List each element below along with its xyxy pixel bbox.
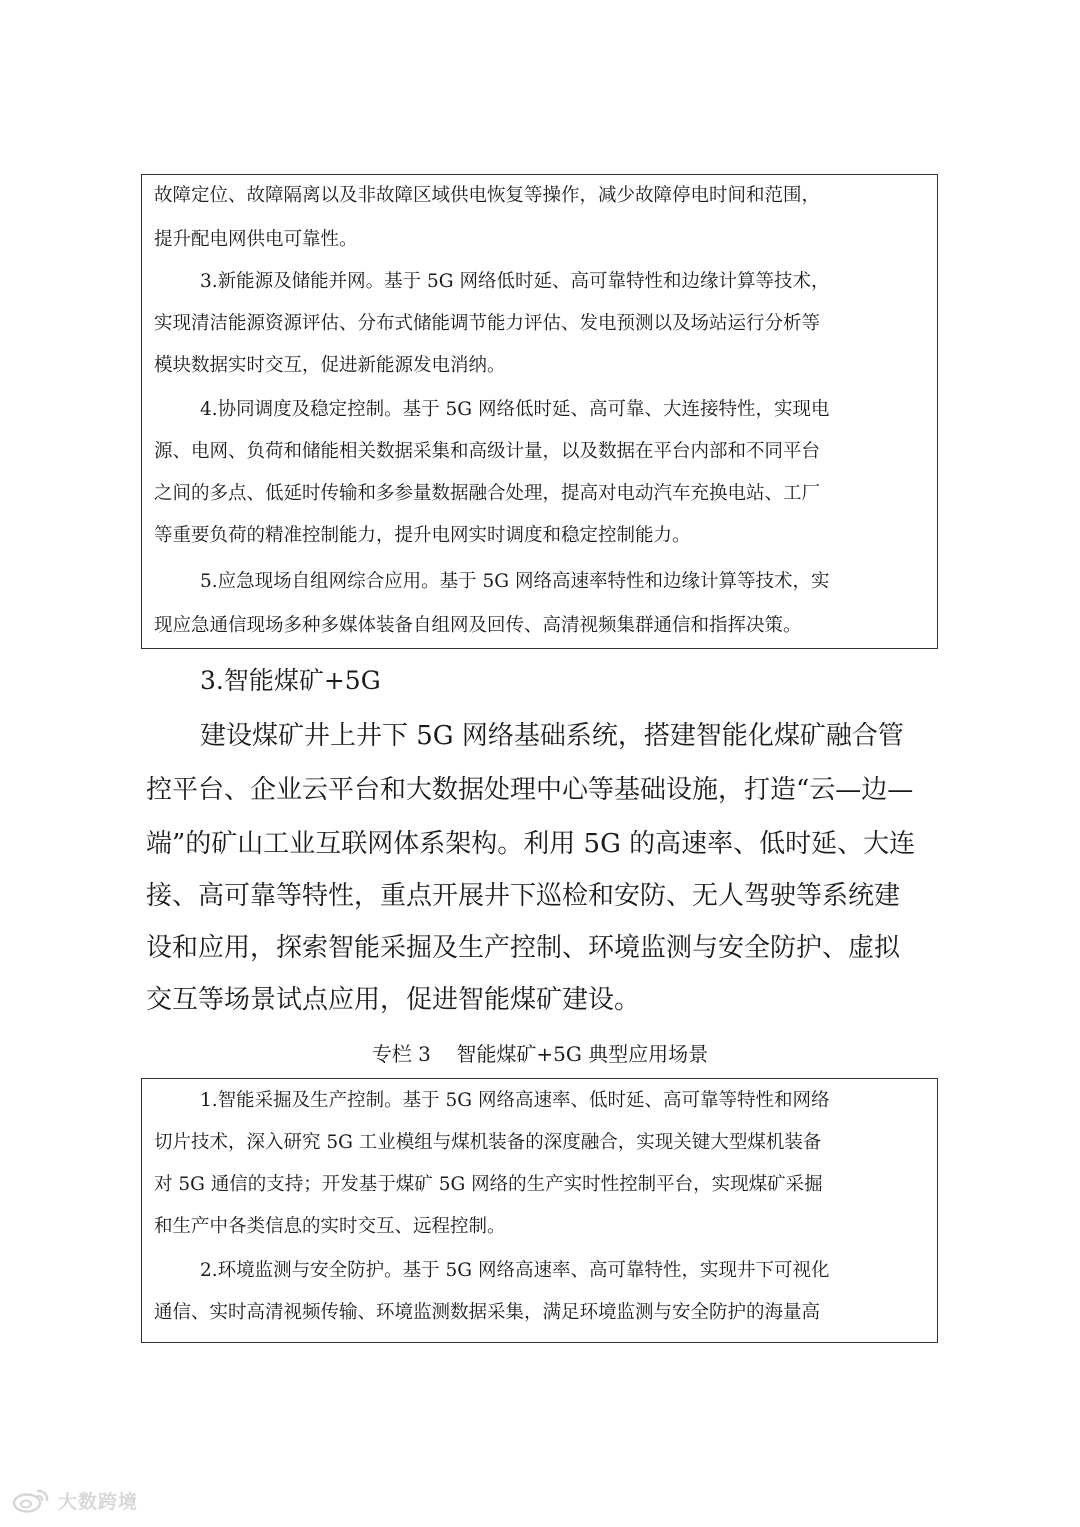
box-line: 实现清洁能源资源评估、分布式储能调节能力评估、发电预测以及场站运行分析等 — [154, 313, 821, 334]
box-line: 模块数据实时交互，促进新能源发电消纳。 — [154, 355, 506, 376]
box-line: 等重要负荷的精准控制能力，提升电网实时调度和稳定控制能力。 — [154, 525, 691, 546]
watermark — [12, 1484, 138, 1516]
box-line: 和生产中各类信息的实时交互、远程控制。 — [154, 1216, 506, 1237]
body-line: 端”的矿山工业互联网体系架构。利用 5G 的高速率、低时延、大连 — [146, 829, 916, 859]
body-line: 建设煤矿井上井下 5G 网络基础系统，搭建智能化煤矿融合管 — [200, 721, 904, 751]
box-line: 提升配电网供电可靠性。 — [154, 229, 358, 250]
body-line: 交互等场景试点应用，促进智能煤矿建设。 — [146, 985, 641, 1015]
watermark-text: 大数跨境 — [58, 1490, 139, 1513]
box-line: 1.智能采掘及生产控制。基于 5G 网络高速率、低时延、高可靠等特性和网络 — [200, 1090, 830, 1111]
body-line: 控平台、企业云平台和大数据处理中心等基础设施，打造“云—边— — [146, 775, 914, 805]
info-box-energy — [141, 174, 938, 649]
box-line: 5.应急现场自组网综合应用。基于 5G 网络高速率特性和边缘计算等技术，实 — [200, 571, 830, 592]
box-line: 切片技术，深入研究 5G 工业模组与煤机装备的深度融合，实现关键大型煤机装备 — [154, 1132, 822, 1153]
section-heading: 3.智能煤矿+5G — [200, 666, 381, 695]
box-line: 2.环境监测与安全防护。基于 5G 网络高速率、高可靠特性，实现井下可视化 — [200, 1260, 830, 1281]
box-line: 对 5G 通信的支持；开发基于煤矿 5G 网络的生产实时性控制平台，实现煤矿采掘 — [154, 1174, 823, 1195]
box-line: 现应急通信现场多种多媒体装备自组网及回传、高清视频集群通信和指挥决策。 — [154, 615, 802, 636]
box-line: 4.协同调度及稳定控制。基于 5G 网络低时延、高可靠、大连接特性，实现电 — [200, 399, 830, 420]
column-title: 专栏 3 智能煤矿+5G 典型应用场景 — [371, 1042, 709, 1066]
box-line: 通信、实时高清视频传输、环境监测数据采集，满足环境监测与安全防护的海量高 — [154, 1302, 821, 1323]
box-line: 故障定位、故障隔离以及非故障区域供电恢复等操作，减少故障停电时间和范围， — [154, 185, 821, 206]
body-line: 接、高可靠等特性，重点开展井下巡检和安防、无人驾驶等系统建 — [146, 881, 901, 911]
info-box-coal-mine — [141, 1078, 938, 1343]
box-line: 3.新能源及储能并网。基于 5G 网络低时延、高可靠特性和边缘计算等技术， — [200, 271, 830, 292]
box-line: 源、电网、负荷和储能相关数据采集和高级计量，以及数据在平台内部和不同平台 — [154, 441, 821, 462]
box-line: 之间的多点、低延时传输和多参量数据融合处理，提高对电动汽车充换电站、工厂 — [154, 483, 821, 504]
body-line: 设和应用，探索智能采掘及生产控制、环境监测与安全防护、虚拟 — [146, 933, 901, 963]
weibo-style-logo-icon — [12, 1487, 50, 1513]
